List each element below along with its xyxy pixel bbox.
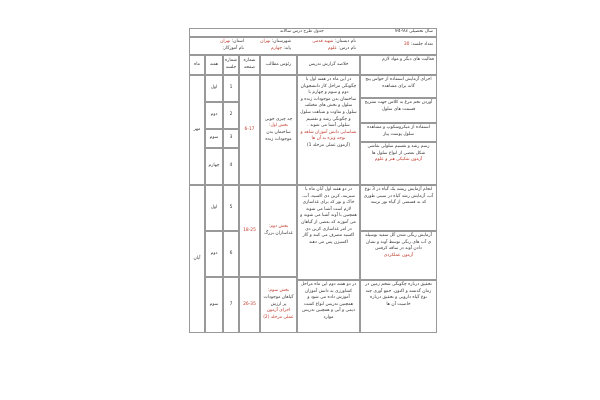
page-range: 26-35 (239, 277, 260, 333)
grade-label: پایه: (283, 46, 291, 51)
topic-intro: چه چیزی خوبی (264, 116, 293, 122)
activity-text: تحقیق درباره چگونگی شخم زمین در زمان گذشته و اکنون. جمع آوری چند نوع گیاه دارویی و تحقیق درباره خاصیت آن ها (365, 282, 432, 307)
week-cell: اول (205, 185, 223, 231)
topic-cell (260, 185, 297, 277)
activity-cell (360, 123, 437, 142)
topic-part: بخش سوم: (267, 288, 290, 294)
summary-text: در این ماه در هفته اول با چگونگی مراحل کار دانشجویان دوم و سوم و چهارم با ساختمان بدن موجودات زنده و سلول و بخش های مختلف سلول و تفاوت و شباهت سلول و چگونگی رشد و تقسیم سلولی آشنا می شوند . (300, 77, 357, 129)
school-label: نام دبستان: (334, 39, 356, 44)
session-cell: 1 (223, 75, 239, 102)
activity-cell (360, 231, 437, 280)
activity-text: آزمایش رنگی شدن گل سفید بوسیله ی آب های رنگی توسط آوند و نشان دادن آوند در ساقه کرفس (365, 233, 432, 252)
activity-cell (360, 75, 437, 98)
topic-cell (260, 277, 297, 333)
col-page: شماره صفحه (239, 55, 260, 75)
summary-cell (297, 185, 360, 280)
activity-text: آوردن تخم مرغ به کلاس جهت تشریح قسمت های سلول (364, 100, 433, 112)
city-label: شهرستان: (271, 39, 291, 44)
subject-value: علوم (327, 46, 337, 51)
session-cell: 6 (223, 231, 239, 277)
school-year: سال تحصیلی 93-94 (394, 29, 433, 34)
topic-cell (260, 75, 297, 185)
activity-text: اجرای آزمایش استفاده از حواس پنج گانه برای مشاهده (365, 77, 432, 89)
col-activities: فعالیت های دیگر و مواد لازم (360, 55, 437, 75)
topic-part: بخش دوم: (268, 224, 289, 230)
col-week: هفته (205, 55, 223, 75)
summary-text: در دو هفته اول آبان ماه با سبزینه، کربن دی اکسید، آب، خاک و نور که برای غذاسازی لازم است آشنا می شوند همچنین با آوند آشنا می شوند و می آموزند که بعضی از گیاهان در امر غذاسازی کربن دی اکسید مصرف می کنند و گاز اکسیژن پس می دهند (300, 187, 357, 245)
topic-note: اجرای آزمون عملی مرحله (2) (263, 308, 294, 320)
topic-text: گیاهان موجودات پر ارزش (263, 295, 294, 307)
session-cell: 5 (223, 185, 239, 231)
activity-cell (360, 280, 437, 333)
sessions-label: تعداد جلسه: (410, 42, 433, 47)
week-cell: سوم (205, 129, 223, 148)
page-range: 6-17 (239, 75, 260, 185)
session-cell: 4 (223, 148, 239, 185)
title-row (189, 28, 437, 37)
week-cell: سوم (205, 277, 223, 333)
week-cell: دوم (205, 102, 223, 129)
activity-highlight: آزمون عملکردی (383, 252, 414, 258)
topic-text: غذاسازان بزرگ (264, 231, 293, 236)
col-month: ماه (189, 55, 205, 75)
session-cell: 7 (223, 277, 239, 333)
activity-cell (360, 142, 437, 185)
page-range: 18-25 (239, 185, 260, 277)
summary-text: در دو هفته دوم این ماه مراحل کشاورزی به دانش آموزان آموزش داده می شود و همچنین تدریس انواع کشت دیمی و آبی و همچنین تدریس موارد (300, 282, 357, 321)
page-title: جدول طرح درس سالانه (280, 29, 324, 34)
session-cell: 3 (223, 129, 239, 148)
col-summary: خلاصه گزارش تدریس (297, 55, 360, 75)
week-cell: اول (205, 75, 223, 102)
month-cell: مهر (189, 75, 205, 185)
month-cell: آبان (189, 185, 205, 333)
col-session: شماره جلسه (223, 55, 239, 75)
activity-text: رسم رشد و تقسیم سلولی نقاشی شکل بعضی از انواع سلول ها (367, 144, 430, 156)
col-topics: رئوس مطالب (260, 55, 297, 75)
summary-note: (آزمون عملی مرحله 1) (306, 143, 351, 149)
province-value: تهران (220, 39, 231, 44)
teacher-label: نام آموزگار: (222, 46, 244, 51)
topic-part: بخش اول: (268, 123, 289, 129)
week-cell: چهارم (205, 148, 223, 185)
activity-cell (360, 185, 437, 231)
week-cell: دوم (205, 231, 223, 277)
grade-value: چهارم (271, 46, 282, 51)
subject-label: نام درس: (338, 46, 356, 51)
activity-highlight: آزمون تفکیکی هنر و علوم (374, 157, 423, 163)
province-label: استان: (231, 39, 244, 44)
info-row (189, 37, 437, 55)
session-cell: 2 (223, 102, 239, 129)
summary-cell (297, 75, 360, 185)
activity-text: انجام آزمایش ریشه یک گیاه در 3 نوع آب، آزمایش رشد گیاه در سینی طوری که به قسمتی از گیاه نور نرسد (363, 187, 434, 206)
city-value: تهران (260, 39, 271, 44)
summary-highlight: شناسایی دانش آموزان شاهد و توجه ویژه به آن ها (300, 129, 357, 142)
activity-cell (360, 98, 437, 123)
sessions-value: 30 (403, 42, 410, 47)
school-value: شهید قدمی (312, 39, 334, 44)
activity-text: استفاده از میکروسکوپ و مشاهده سلول پوست پیاز (367, 125, 430, 137)
topic-text: ساختمان بدن موجودات زنده (265, 130, 292, 142)
summary-cell (297, 280, 360, 333)
